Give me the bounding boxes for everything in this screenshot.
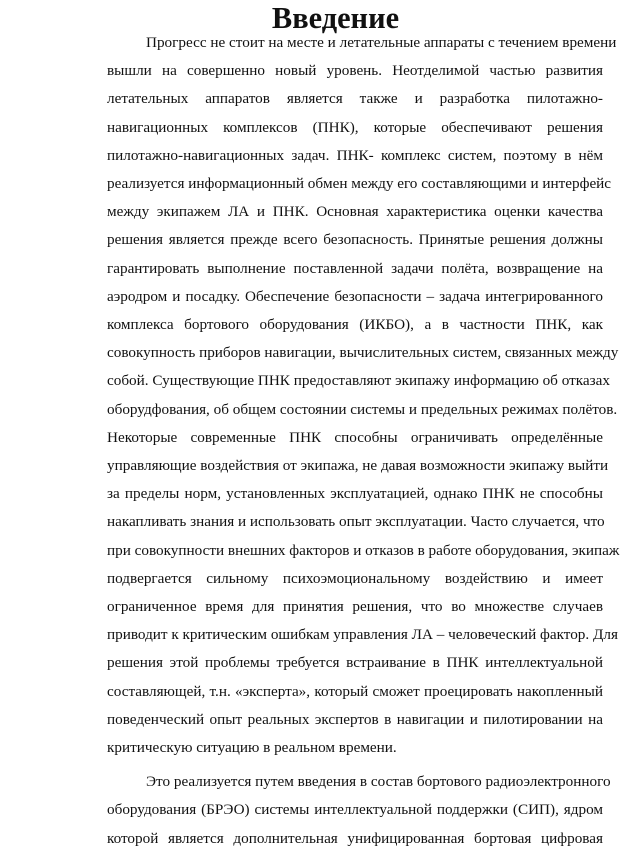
text-line: оборудования (БРЭО) системы интеллектуальной поддержки (СИП), ядром xyxy=(107,801,603,819)
document-body xyxy=(68,1,620,853)
text-line: решения этой проблемы требуется встраивание в ПНК интеллектуальной xyxy=(107,654,603,672)
text-line: Прогресс не стоит на месте и летательные аппараты с течением времени xyxy=(146,34,617,51)
text-line: комплекса бортового оборудования (ИКБО), а в частности ПНК, как xyxy=(107,316,603,334)
page-title: Введение xyxy=(271,1,400,35)
text-line: между экипажем ЛА и ПНК. Основная характеристика оценки качества xyxy=(107,203,603,221)
text-line: навигационных комплексов (ПНК), которые обеспечивают решения xyxy=(107,118,603,136)
text-line: гарантировать выполнение поставленной задачи полёта, возвращение на xyxy=(107,259,603,277)
text-line: которой является дополнительная унифицированная бортовая цифровая xyxy=(107,829,603,847)
text-line: реализуется информационный обмен между его составляющими и интерфейс xyxy=(107,175,612,193)
text-line: аэродром и посадку. Обеспечение безопасности – задача интегрированного xyxy=(107,287,603,305)
paragraph-2 xyxy=(68,768,611,853)
text-line: летательных аппаратов является также и разработка пилотажно- xyxy=(107,90,603,108)
text-line: подвергается сильному психоэмоциональному воздействию и имеет xyxy=(107,569,603,587)
text-line: поведенческий опыт реальных экспертов в навигации и пилотировании на xyxy=(107,710,603,728)
text-line: пилотажно-навигационных задач. ПНК- комплекс систем, поэтому в нём xyxy=(107,146,603,164)
text-line: за пределы норм, установленных эксплуатацией, однако ПНК не способны xyxy=(107,485,603,503)
text-line: Некоторые современные ПНК способны ограничивать определённые xyxy=(107,428,603,446)
text-line: вышли на совершенно новый уровень. Неотделимой частью развития xyxy=(107,62,603,80)
text-line: совокупность приборов навигации, вычислительных систем, связанных между xyxy=(107,344,619,362)
text-line: управляющие воздействия от экипажа, не давая возможности экипажу выйти xyxy=(107,457,609,475)
text-line: оборудфования, об общем состоянии системы и предельных режимах полётов. xyxy=(107,400,618,418)
text-line: приводит к критическим ошибкам управления ЛА – человеческий фактор. Для xyxy=(107,626,618,644)
text-line: ограниченное время для принятия решения, что во множестве случаев xyxy=(107,598,603,616)
text-line: накапливать знания и использовать опыт эксплуатации. Часто случается, что xyxy=(107,513,605,531)
text-line: критическую ситуацию в реальном времени. xyxy=(107,739,397,757)
text-line: собой. Существующие ПНК предоставляют экипажу информацию об отказах xyxy=(107,372,610,390)
text-line: составляющей, т.н. «эксперта», который сможет проецировать накопленный xyxy=(107,682,603,700)
text-line: Это реализуется путем введения в состав бортового радиоэлектронного xyxy=(146,773,611,791)
paragraph-1 xyxy=(68,29,620,762)
text-line: при совокупности внешних факторов и отказов в работе оборудования, экипаж xyxy=(107,541,620,559)
text-line: решения является прежде всего безопасность. Принятые решения должны xyxy=(107,231,603,249)
